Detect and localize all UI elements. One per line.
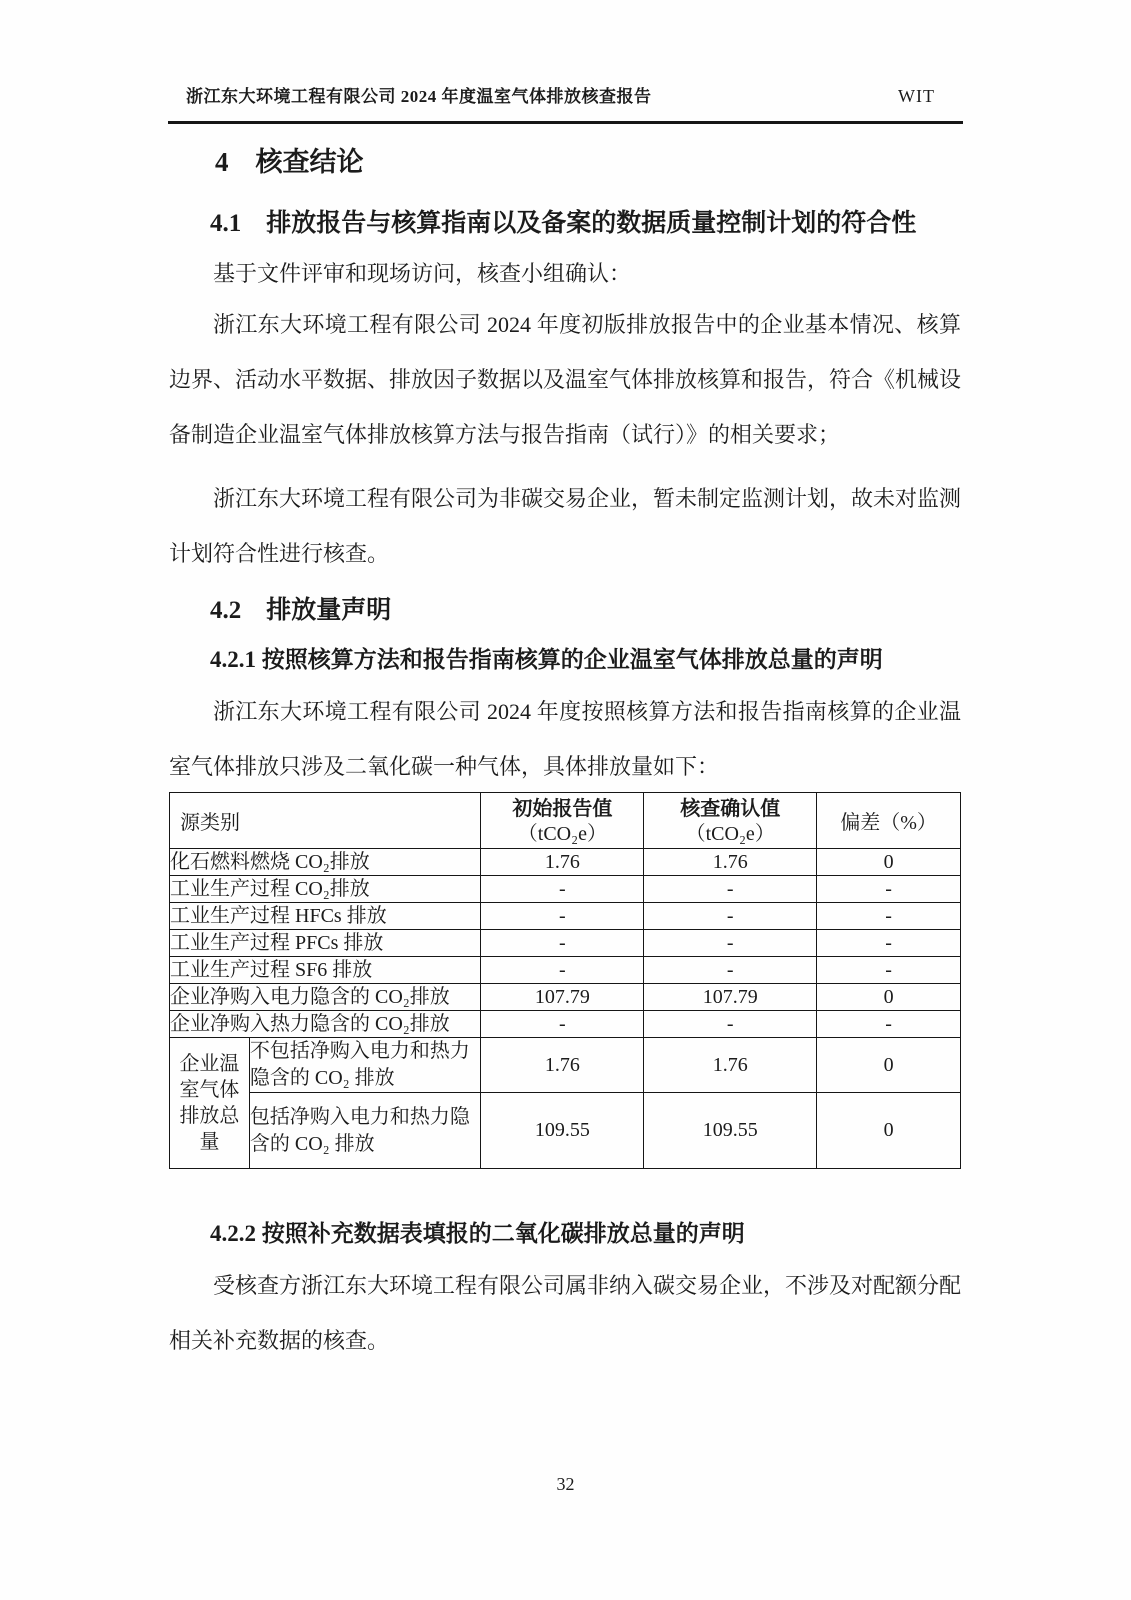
row-label: 化石燃料燃烧 CO₂排放	[170, 849, 481, 876]
row-label: 工业生产过程 CO₂排放	[170, 876, 481, 903]
row-deviation-value: 0	[817, 1093, 961, 1169]
section-4-1-heading: 4.1 排放报告与核算指南以及备案的数据质量控制计划的符合性	[210, 210, 917, 237]
page-content	[169, 123, 961, 1368]
row-label: 工业生产过程 HFCs 排放	[170, 903, 481, 930]
row-deviation-value: 0	[817, 849, 961, 876]
column-header-verified-unit: （tCO₂e）	[685, 823, 775, 845]
section-4-2-1-heading: 4.2.1 按照核算方法和报告指南核算的企业温室气体排放总量的声明	[210, 647, 883, 672]
column-header-verified-title: 核查确认值	[680, 798, 781, 820]
page-header	[168, 0, 963, 124]
row-deviation-value: 0	[817, 984, 961, 1011]
row-label: 工业生产过程 SF6 排放	[170, 957, 481, 984]
row-verified-value: 107.79	[644, 984, 817, 1011]
section-4-2-2-heading: 4.2.2 按照补充数据表填报的二氧化碳排放总量的声明	[210, 1221, 745, 1246]
row-label: 企业净购入热力隐含的 CO₂排放	[170, 1011, 481, 1038]
paragraph-intro: 基于文件评审和现场访问，核查小组确认：	[213, 261, 632, 286]
column-header-verified	[644, 793, 817, 849]
row-verified-value: -	[644, 957, 817, 984]
table-row	[170, 1011, 961, 1038]
row-initial-value: -	[481, 903, 644, 930]
table-row-total-including	[170, 1093, 961, 1169]
emission-summary-table	[169, 792, 961, 1169]
section-4-2-heading: 4.2 排放量声明	[210, 597, 392, 624]
row-verified-value: -	[644, 876, 817, 903]
paragraph-finding-2: 浙江东大环境工程有限公司为非碳交易企业，暂未制定监测计划，故未对监测计划符合性进行核查。	[169, 486, 962, 566]
paragraph-finding-1: 浙江东大环境工程有限公司 2024 年度初版排放报告中的企业基本情况、核算边界、活动水平数据、排放因子数据以及温室气体排放核算和报告，符合《机械设备制造企业温室气体排放核算方法与报告指南（试行）》的相关要求；	[169, 312, 962, 447]
total-group-label: 企业温室气体排放总量	[170, 1038, 250, 1169]
row-verified-value: 1.76	[644, 849, 817, 876]
row-verified-value: 1.76	[644, 1038, 817, 1093]
row-verified-value: -	[644, 903, 817, 930]
row-verified-value: -	[644, 930, 817, 957]
row-deviation-value: -	[817, 876, 961, 903]
table-row	[170, 984, 961, 1011]
column-header-source: 源类别	[170, 793, 481, 849]
table-row	[170, 849, 961, 876]
table-row	[170, 876, 961, 903]
row-initial-value: 1.76	[481, 849, 644, 876]
row-initial-value: -	[481, 876, 644, 903]
row-label: 不包括净购入电力和热力隐含的 CO₂ 排放	[249, 1038, 481, 1093]
row-initial-value: -	[481, 957, 644, 984]
paragraph-4-2-2: 受核查方浙江东大环境工程有限公司属非纳入碳交易企业，不涉及对配额分配相关补充数据的核查。	[169, 1273, 962, 1353]
row-deviation-value: -	[817, 1011, 961, 1038]
column-header-deviation: 偏差（%）	[817, 793, 961, 849]
row-label: 企业净购入电力隐含的 CO₂排放	[170, 984, 481, 1011]
row-initial-value: 107.79	[481, 984, 644, 1011]
column-header-initial-title: 初始报告值	[512, 798, 613, 820]
paragraph-4-2-1: 浙江东大环境工程有限公司 2024 年度按照核算方法和报告指南核算的企业温室气体排放只涉及二氧化碳一种气体，具体排放量如下：	[169, 699, 961, 779]
row-label: 工业生产过程 PFCs 排放	[170, 930, 481, 957]
table-row	[170, 930, 961, 957]
row-deviation-value: -	[817, 930, 961, 957]
column-header-initial	[481, 793, 644, 849]
row-initial-value: -	[481, 1011, 644, 1038]
row-deviation-value: -	[817, 903, 961, 930]
column-header-initial-unit: （tCO₂e）	[517, 823, 607, 845]
table-row	[170, 957, 961, 984]
row-verified-value: -	[644, 1011, 817, 1038]
row-initial-value: 1.76	[481, 1038, 644, 1093]
row-label: 包括净购入电力和热力隐含的 CO₂ 排放	[249, 1093, 481, 1169]
table-header-row	[170, 793, 961, 849]
row-initial-value: -	[481, 930, 644, 957]
row-initial-value: 109.55	[481, 1093, 644, 1169]
row-verified-value: 109.55	[644, 1093, 817, 1169]
table-row	[170, 903, 961, 930]
section-4-heading: 4 核查结论	[215, 147, 364, 177]
row-deviation-value: -	[817, 957, 961, 984]
header-logo-wit: WIT	[898, 86, 935, 106]
page-number: 32	[556, 1474, 575, 1494]
row-deviation-value: 0	[817, 1038, 961, 1093]
table-row-total-excluding	[170, 1038, 961, 1093]
header-report-title: 浙江东大环境工程有限公司 2024 年度温室气体排放核查报告	[186, 87, 652, 106]
